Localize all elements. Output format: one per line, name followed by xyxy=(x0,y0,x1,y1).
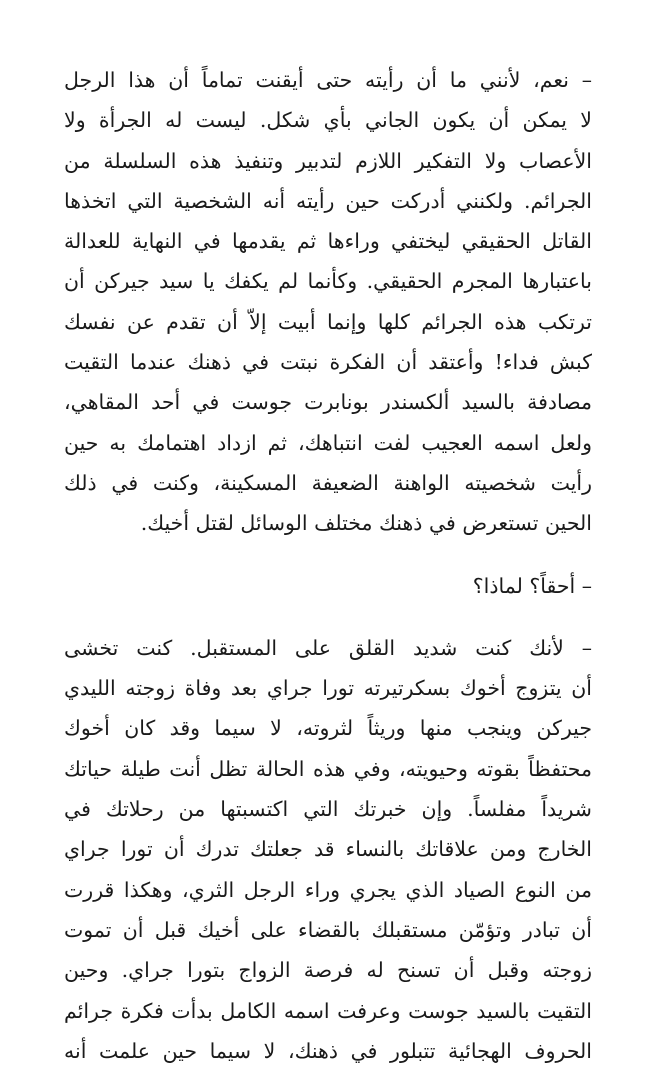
text-line: رأيت شخصيته الواهنة الضعيفة المسكينة، وكنت في ذلك xyxy=(64,470,592,495)
text-line: التقيت بالسيد جوست وعرفت اسمه الكامل بدأت فكرة جرائم xyxy=(64,998,592,1023)
text-line: – لأنك كنت شديد القلق على المستقبل. كنت تخشى xyxy=(64,635,592,660)
text-line: أن تبادر وتؤمّن مستقبلك بالقضاء على أخيك قبل أن تموت xyxy=(64,917,592,942)
paragraph-gap xyxy=(64,544,592,566)
text-line: محتفظاً بقوته وحيويته، وفي هذه الحالة تظل أنت طيلة حياتك xyxy=(64,756,592,781)
paragraph-gap xyxy=(64,606,592,628)
text-line: الحين تستعرض في ذهنك مختلف الوسائل لقتل أخيك. xyxy=(140,511,592,536)
book-page xyxy=(64,60,592,1071)
text-line: جيركن وينجب منها وريثاً لثروته، لا سيما وقد كان أخوك xyxy=(64,716,592,741)
text-line: كبش فداء! وأعتقد أن الفكرة نبتت في ذهنك عندما التقيت xyxy=(64,350,592,375)
text-line: مصادفة بالسيد ألكسندر بونابرت جوست في أحد المقاهي، xyxy=(64,390,592,415)
text-line: ولعل اسمه العجيب لفت انتباهك، ثم ازداد اهتمامك به حين xyxy=(64,430,592,455)
text-line: زوجته وقبل أن تسنح له فرصة الزواج بتورا جراي. وحين xyxy=(64,958,592,983)
text-line: أن يتزوج أخوك بسكرتيرته تورا جراي بعد وفاة زوجته الليدي xyxy=(64,676,592,701)
text-line: الخارج ومن علاقاتك بالنساء قد جعلتك تدرك أن تورا جراي xyxy=(64,837,592,862)
text-line: باعتبارها المجرم الحقيقي. وكأنما لم يكفك يا سيد جيركن أن xyxy=(64,269,592,294)
text-line: – أحقاً؟ لماذا؟ xyxy=(472,573,592,598)
text-line: الجرائم. ولكنني أدركت حين رأيته أنه الشخصية التي اتخذها xyxy=(64,188,592,213)
text-line: الحروف الهجائية تتبلور في ذهنك، لا سيما حين علمت أنه xyxy=(64,1038,592,1063)
text-line: لا يمكن أن يكون الجاني بأي شكل. ليست له الجرأة ولا xyxy=(64,108,592,133)
text-line: الأعصاب ولا التفكير اللازم لتدبير وتنفيذ هذه السلسلة من xyxy=(64,148,592,173)
text-line: – نعم، لأنني ما أن رأيته حتى أيقنت تماماً أن هذا الرجل xyxy=(64,68,592,92)
paragraph-poirot-explanation xyxy=(64,60,592,544)
text-line: شريداً مفلساً. وإن خبرتك التي اكتسبتها من رحلاتك في xyxy=(64,797,592,822)
text-line: ترتكب هذه الجرائم كلها وإنما أبيت إلاّ أن تقدم عن نفسك xyxy=(64,309,592,334)
text-line: القاتل الحقيقي ليختفي وراءها ثم يقدمها في النهاية للعدالة xyxy=(64,229,592,254)
paragraph-motive xyxy=(64,628,592,1071)
paragraph-question xyxy=(64,566,592,606)
text-line: من النوع الصياد الذي يجري وراء الرجل الثري، وهكذا قررت xyxy=(64,877,592,902)
